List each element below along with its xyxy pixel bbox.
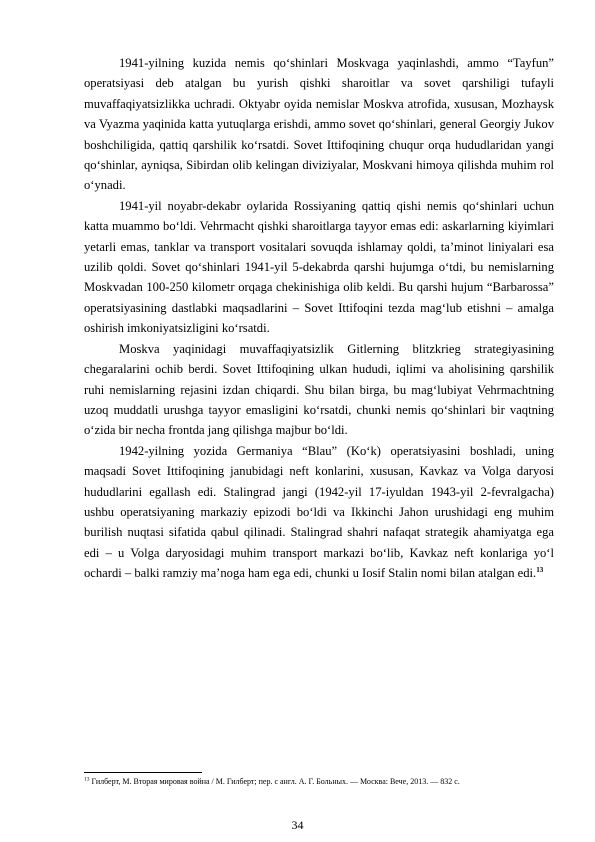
paragraph-2: 1941-yil noyabr-dekabr oylarida Rossiyaning qattiq qishi nemis qo‘shinlari uchun katta muammo bo‘ldi. Vehrmacht qishki sharoitlarga tayyor emas edi: askarlarning kiyimlari yetarli emas, tanklar va transport vositalari sovuqda ishlamay qoldi, ta’minot liniyalari esa uzilib qoldi. Sovet qo‘shinlari 1941-yil 5-dekabrda qarshi hujumga o‘tdi, bu nemislarning Moskvadan 100-250 kilometr orqaga chekinishiga olib keldi. Bu qarshi hujum “Barbarossa” operatsiyasining dastlabki maqsadlarini – Sovet Ittifoqini tezda mag‘lub etishni – amalga oshirish imkoniyatsizligini ko‘rsatdi. <box>84 198 554 336</box>
footnote <box>84 776 554 787</box>
footnote-reference[interactable]: 13 <box>536 565 544 574</box>
body-text <box>84 53 554 584</box>
paragraph-1: 1941-yilning kuzida nemis qo‘shinlari Moskvaga yaqinlashdi, ammo “Tayfun” operatsiyasi deb atalgan bu yurish qishki sharoitlar va sovet qarshiligi tufayli muvaffaqiyatsizlikka uchradi. Oktyabr oyida nemislar Moskva atrofida, xususan, Mozhaysk va Vyazma yaqinida katta yutuqlarga erishdi, ammo sovet qo‘shinlari, general Georgiy Jukov boshchiligida, qattiq qarshilik ko‘rsatdi. Sovet Ittifoqining chuqur orqa hududlaridan yangi qo‘shinlar, ayniqsa, Sibirdan olib kelingan diviziyalar, Moskvani himoya qilishda muhim rol o‘ynadi. <box>84 56 554 193</box>
footnote-separator <box>84 772 202 773</box>
paragraph-4 <box>84 441 554 584</box>
footnote-text: Гилберт, М. Вторая мировая война / М. Гилберт; пер. с англ. А. Г. Больных. — Москва: Вече, 2013. — 832 с. <box>89 777 460 786</box>
paragraph-3: Moskva yaqinidagi muvaffaqiyatsizlik Gitlerning blitzkrieg strategiyasining chegaralarini ochib berdi. Sovet Ittifoqining ulkan hududi, iqlimi va aholisining qarshilik ruhi nemislarning rejasini izdan chiqardi. Shu bilan birga, bu mag‘lubiyat Vehrmachtning uzoq muddatli urushga tayyor emasligini ko‘rsatdi, chunki nemis qo‘shinlari bir vaqtning o‘zida bir necha frontda jang qilishga majbur bo‘ldi. <box>84 341 554 438</box>
page-number: 34 <box>291 818 304 832</box>
paragraph-4-text: 1942-yilning yozida Germaniya “Blau” (Ko‘k) operatsiyasini boshladi, uning maqsadi Sovet Ittifoqining janubidagi neft konlarini, xususan, Kavkaz va Volga daryosi hududlarini egallash edi. Stalingrad jangi (1942-yil 17-iyuldan 1943-yil 2-fevralgacha) ushbu operatsiyaning markaziy epizodi bo‘ldi va Ikkinchi Jahon urushidagi eng muhim burilish nuqtasi sifatida qabul qilinadi. Stalingrad shahri nafaqat strategik ahamiyatga ega edi – u Volga daryosidagi muhim transport markazi bo‘lib, Kavkaz neft konlariga yo‘l ochardi – balki ramziy ma’noga ham ega edi, chunki u Iosif Stalin nomi bilan atalgan edi. <box>84 443 554 581</box>
footnote-number: 13 <box>84 776 90 783</box>
